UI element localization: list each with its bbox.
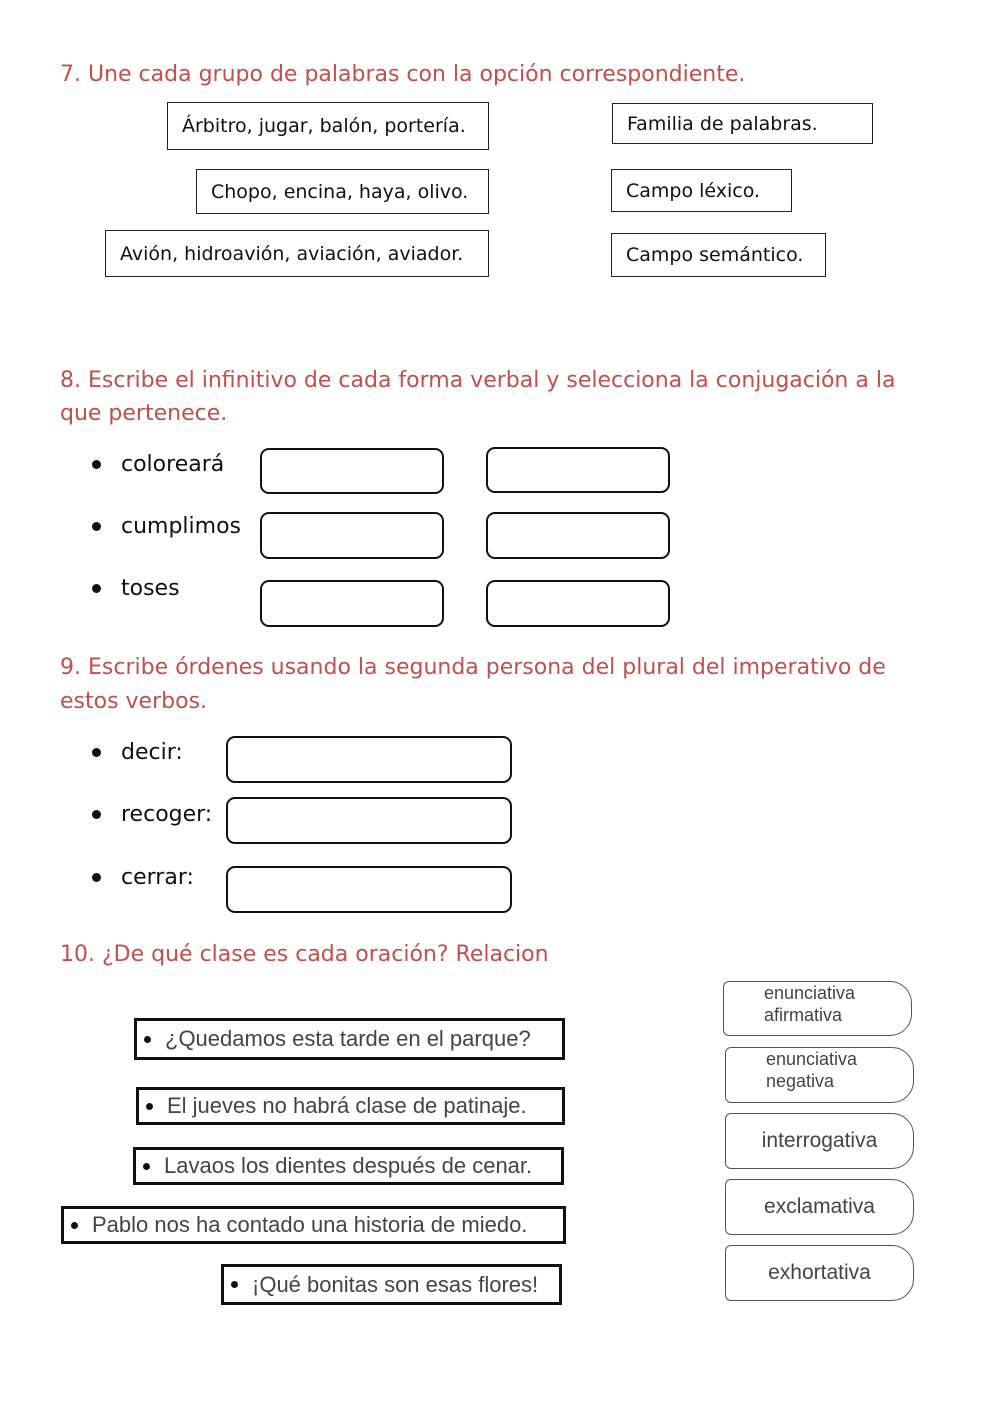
bullet-icon bbox=[92, 460, 101, 469]
type-line-2: afirmativa bbox=[764, 1005, 843, 1025]
q10-sentence-text-1: ¿Quedamos esta tarde en el parque? bbox=[165, 1026, 531, 1051]
q8-title-line-2: que pertenece. bbox=[60, 401, 228, 426]
q10-sentence-5[interactable] bbox=[221, 1264, 562, 1305]
q10-sentence-2[interactable] bbox=[136, 1087, 565, 1125]
bullet-icon bbox=[92, 748, 101, 757]
q10-type-enunciativa-negativa[interactable] bbox=[725, 1047, 914, 1103]
q10-title: 10. ¿De qué clase es cada oración? Relacion bbox=[60, 942, 549, 967]
q9-imperative-input-3[interactable] bbox=[226, 866, 512, 913]
bullet-icon bbox=[144, 1036, 151, 1043]
q10-type-exhortativa[interactable]: exhortativa bbox=[725, 1245, 914, 1301]
q8-verb-3: toses bbox=[121, 576, 180, 601]
q10-sentence-text-2: El jueves no habrá clase de patinaje. bbox=[167, 1093, 527, 1118]
q9-title-line-1: 9. Escribe órdenes usando la segunda persona del plural del imperativo de bbox=[60, 655, 886, 680]
q9-verb-1: decir: bbox=[121, 740, 183, 765]
q8-verb-2: cumplimos bbox=[121, 514, 242, 539]
q10-type-interrogativa[interactable]: interrogativa bbox=[725, 1113, 914, 1169]
q9-verb-row-2 bbox=[92, 802, 212, 827]
q10-sentence-text-3: Lavaos los dientes después de cenar. bbox=[164, 1153, 533, 1178]
q9-verb-row-1 bbox=[92, 740, 183, 765]
q10-sentence-text-4: Pablo nos ha contado una historia de miedo. bbox=[92, 1212, 528, 1237]
q7-title: 7. Une cada grupo de palabras con la opción correspondiente. bbox=[60, 62, 746, 87]
bullet-icon bbox=[146, 1103, 153, 1110]
bullet-icon bbox=[231, 1281, 238, 1288]
type-line-1: enunciativa bbox=[766, 1049, 858, 1069]
q7-right-item-3[interactable]: Campo semántico. bbox=[611, 233, 826, 277]
q9-verb-2: recoger: bbox=[121, 802, 213, 827]
q8-conjugation-select-1[interactable] bbox=[486, 447, 670, 493]
q9-imperative-input-1[interactable] bbox=[226, 736, 512, 783]
q7-left-item-1[interactable]: Árbitro, jugar, balón, portería. bbox=[167, 102, 489, 150]
q7-left-item-3[interactable]: Avión, hidroavión, aviación, aviador. bbox=[105, 230, 489, 277]
q7-left-item-2[interactable]: Chopo, encina, haya, olivo. bbox=[196, 169, 489, 214]
type-line-1: enunciativa bbox=[764, 983, 856, 1003]
q9-verb-row-3 bbox=[92, 865, 194, 890]
bullet-icon bbox=[92, 810, 101, 819]
bullet-icon bbox=[92, 584, 101, 593]
bullet-icon bbox=[92, 873, 101, 882]
type-line-2: negativa bbox=[766, 1071, 835, 1091]
q8-title-line-1: 8. Escribe el infinitivo de cada forma verbal y selecciona la conjugación a la bbox=[60, 368, 896, 393]
bullet-icon bbox=[92, 522, 101, 531]
bullet-icon bbox=[71, 1222, 78, 1229]
q9-title-line-2: estos verbos. bbox=[60, 689, 208, 714]
q8-verb-1: coloreará bbox=[121, 452, 225, 477]
q7-right-item-1[interactable]: Familia de palabras. bbox=[612, 103, 873, 144]
q8-conjugation-select-2[interactable] bbox=[486, 512, 670, 559]
q8-infinitive-input-3[interactable] bbox=[260, 580, 444, 627]
q8-infinitive-input-1[interactable] bbox=[260, 448, 444, 494]
q8-infinitive-input-2[interactable] bbox=[260, 512, 444, 559]
q10-type-exclamativa[interactable]: exclamativa bbox=[725, 1179, 914, 1235]
q9-imperative-input-2[interactable] bbox=[226, 797, 512, 844]
q8-verb-row-3 bbox=[92, 576, 180, 601]
q7-right-item-2[interactable]: Campo léxico. bbox=[611, 169, 792, 212]
q10-sentence-text-5: ¡Qué bonitas son esas flores! bbox=[252, 1271, 539, 1297]
q8-verb-row-1 bbox=[92, 452, 224, 477]
q9-verb-3: cerrar: bbox=[121, 865, 194, 890]
q10-sentence-3[interactable] bbox=[133, 1147, 564, 1185]
q8-verb-row-2 bbox=[92, 514, 241, 539]
q8-conjugation-select-3[interactable] bbox=[486, 580, 670, 627]
bullet-icon bbox=[143, 1163, 150, 1170]
q10-sentence-1[interactable] bbox=[134, 1018, 565, 1060]
q10-type-enunciativa-afirmativa[interactable] bbox=[723, 981, 912, 1036]
q10-sentence-4[interactable] bbox=[61, 1206, 566, 1244]
